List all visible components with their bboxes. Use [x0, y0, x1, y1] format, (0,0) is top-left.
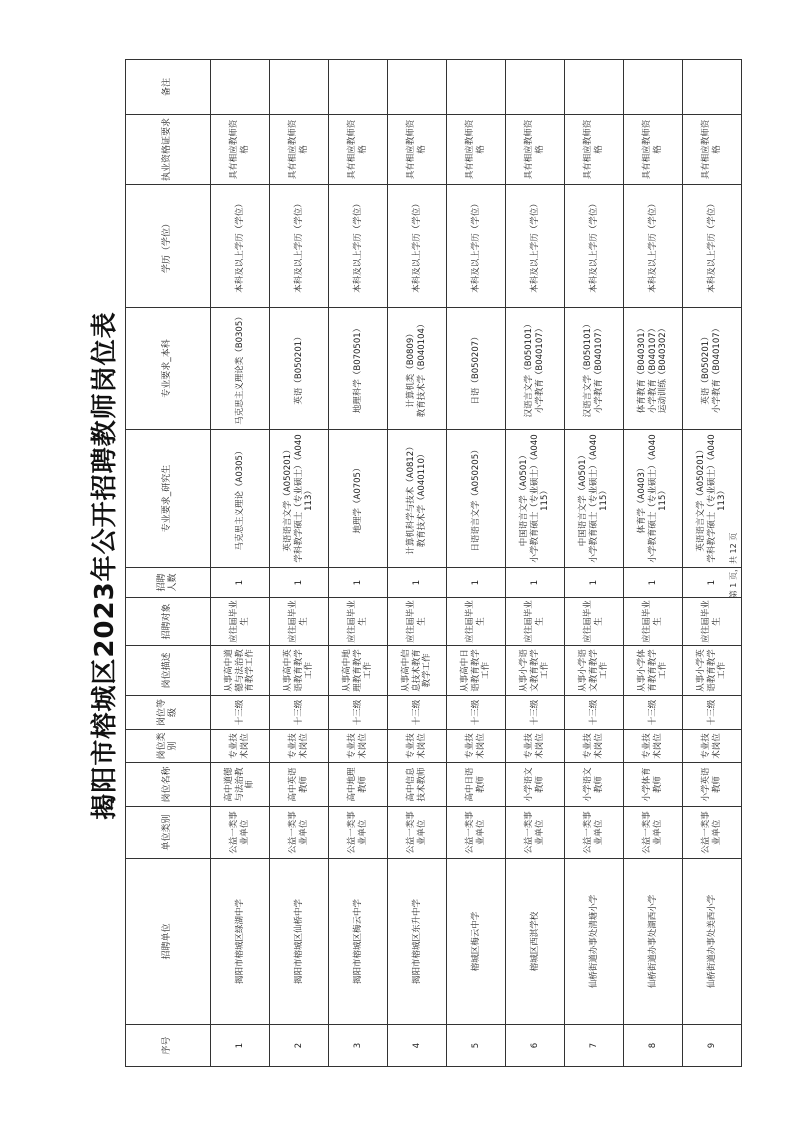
- cell-col-education: 本科及以上学历（学位）: [270, 185, 329, 308]
- cell-col-employer: 榕城区西淇学校: [506, 859, 565, 1025]
- header-col-position-level: 岗位等级: [126, 696, 211, 730]
- cell-col-position-type: 专业技术岗位: [506, 730, 565, 763]
- cell-col-position-desc: 从事高中信息技术教育教学工作: [388, 646, 447, 696]
- cell-col-count: 1: [624, 568, 683, 598]
- cell-col-count: 1: [388, 568, 447, 598]
- cell-col-target: 应往届毕业生: [624, 598, 683, 646]
- cell-col-remarks: [506, 60, 565, 115]
- cell-col-position-level: 十三级: [565, 696, 624, 730]
- cell-col-position-desc: 从事高中日语教育教学工作: [447, 646, 506, 696]
- cell-col-position-desc: 从事小学体育教育教学工作: [624, 646, 683, 696]
- cell-col-unit-type: 公益一类事业单位: [683, 807, 742, 859]
- cell-col-major-grad: 体育学（A0403） 小学教育硕士（专业硕士）（A040115）: [624, 430, 683, 568]
- header-col-remarks: 备注: [126, 60, 211, 115]
- cell-col-certificate: 具有相应教师资格: [211, 115, 270, 185]
- table-row: [506, 60, 565, 1067]
- page-number: 第 1 页，共 12 页: [729, 532, 738, 599]
- header-col-position-name: 岗位名称: [126, 763, 211, 807]
- cell-col-target: 应往届毕业生: [565, 598, 624, 646]
- cell-col-unit-type: 公益一类事业单位: [506, 807, 565, 859]
- header-col-count: 招聘人数: [126, 568, 211, 598]
- cell-col-unit-type: 公益一类事业单位: [624, 807, 683, 859]
- cell-col-count: 1: [211, 568, 270, 598]
- cell-col-certificate: 具有相应教师资格: [388, 115, 447, 185]
- cell-col-position-desc: 从事高中道德与法治教育教学工作: [211, 646, 270, 696]
- cell-col-unit-type: 公益一类事业单位: [329, 807, 388, 859]
- cell-col-position-desc: 从事小学语文教育教学工作: [506, 646, 565, 696]
- cell-col-certificate: 具有相应教师资格: [270, 115, 329, 185]
- cell-col-position-name: 小学语文教师: [506, 763, 565, 807]
- cell-col-education: 本科及以上学历（学位）: [211, 185, 270, 308]
- cell-col-position-desc: 从事小学英语教育教学工作: [683, 646, 742, 696]
- cell-col-remarks: [270, 60, 329, 115]
- header-col-index: 序号: [126, 1025, 211, 1067]
- cell-col-index: 1: [211, 1025, 270, 1067]
- cell-col-remarks: [211, 60, 270, 115]
- cell-col-index: 7: [565, 1025, 624, 1067]
- cell-col-position-type: 专业技术岗位: [270, 730, 329, 763]
- cell-col-remarks: [388, 60, 447, 115]
- cell-col-major-grad: 英语语言文学（A050201） 学科教学硕士（专业硕士）（A040113）: [270, 430, 329, 568]
- document-title: 揭阳市榕城区2023年公开招聘教师岗位表: [90, 311, 120, 820]
- cell-col-position-name: 高中道德与法治教师: [211, 763, 270, 807]
- cell-col-count: 1: [447, 568, 506, 598]
- cell-col-certificate: 具有相应教师资格: [447, 115, 506, 185]
- table-row: [388, 60, 447, 1067]
- cell-col-employer: 仙桥街道办事处美西小学: [683, 859, 742, 1025]
- cell-col-position-type: 专业技术岗位: [565, 730, 624, 763]
- cell-col-index: 9: [683, 1025, 742, 1067]
- cell-col-certificate: 具有相应教师资格: [506, 115, 565, 185]
- table-header: [126, 60, 211, 1067]
- cell-col-unit-type: 公益一类事业单位: [270, 807, 329, 859]
- cell-col-major-undergrad: 日语（B050207）: [447, 308, 506, 430]
- cell-col-position-name: 高中日语教师: [447, 763, 506, 807]
- cell-col-position-type: 专业技术岗位: [447, 730, 506, 763]
- cell-col-education: 本科及以上学历（学位）: [506, 185, 565, 308]
- cell-col-unit-type: 公益一类事业单位: [388, 807, 447, 859]
- cell-col-major-undergrad: 地理科学（B070501）: [329, 308, 388, 430]
- cell-col-remarks: [329, 60, 388, 115]
- cell-col-position-type: 专业技术岗位: [211, 730, 270, 763]
- cell-col-employer: 仙桥街道办事处清塘小学: [565, 859, 624, 1025]
- cell-col-unit-type: 公益一类事业单位: [211, 807, 270, 859]
- cell-col-employer: 揭阳市榕城区梅云中学: [329, 859, 388, 1025]
- table-body: [211, 60, 742, 1067]
- cell-col-index: 4: [388, 1025, 447, 1067]
- cell-col-target: 应往届毕业生: [329, 598, 388, 646]
- cell-col-employer: 仙桥街道办事处湖西小学: [624, 859, 683, 1025]
- cell-col-major-grad: 地理学（A0705）: [329, 430, 388, 568]
- cell-col-education: 本科及以上学历（学位）: [565, 185, 624, 308]
- cell-col-employer: 揭阳市榕城区东升中学: [388, 859, 447, 1025]
- header-col-unit-type: 单位类别: [126, 807, 211, 859]
- table-row: [270, 60, 329, 1067]
- header-col-employer: 招聘单位: [126, 859, 211, 1025]
- cell-col-education: 本科及以上学历（学位）: [329, 185, 388, 308]
- cell-col-index: 2: [270, 1025, 329, 1067]
- cell-col-position-desc: 从事高中地理教育教学工作: [329, 646, 388, 696]
- cell-col-target: 应往届毕业生: [211, 598, 270, 646]
- cell-col-education: 本科及以上学历（学位）: [447, 185, 506, 308]
- cell-col-unit-type: 公益一类事业单位: [565, 807, 624, 859]
- cell-col-position-level: 十三级: [683, 696, 742, 730]
- cell-col-position-type: 专业技术岗位: [329, 730, 388, 763]
- cell-col-major-undergrad: 马克思主义理论类（B0305）: [211, 308, 270, 430]
- cell-col-employer: 揭阳市榕城区仙桥中学: [270, 859, 329, 1025]
- cell-col-major-undergrad: 体育教育（B040301） 小学教育（B040107） 运动训练（B040302）: [624, 308, 683, 430]
- cell-col-target: 应往届毕业生: [388, 598, 447, 646]
- header-col-target: 招聘对象: [126, 598, 211, 646]
- cell-col-certificate: 具有相应教师资格: [624, 115, 683, 185]
- table-row: [211, 60, 270, 1067]
- job-positions-table: [125, 59, 742, 1067]
- cell-col-position-type: 专业技术岗位: [624, 730, 683, 763]
- cell-col-unit-type: 公益一类事业单位: [447, 807, 506, 859]
- cell-col-count: 1: [329, 568, 388, 598]
- cell-col-major-undergrad: 英语（B050201）: [270, 308, 329, 430]
- cell-col-certificate: 具有相应教师资格: [683, 115, 742, 185]
- header-col-major-grad: 专业要求_研究生: [126, 430, 211, 568]
- table-row: [565, 60, 624, 1067]
- cell-col-major-grad: 中国语言文学（A0501） 小学教育硕士（专业硕士）（A040115）: [506, 430, 565, 568]
- cell-col-target: 应往届毕业生: [506, 598, 565, 646]
- cell-col-position-level: 十三级: [624, 696, 683, 730]
- header-col-position-desc: 岗位描述: [126, 646, 211, 696]
- cell-col-position-level: 十三级: [447, 696, 506, 730]
- header-row: [126, 60, 211, 1067]
- cell-col-count: 1: [506, 568, 565, 598]
- cell-col-position-type: 专业技术岗位: [683, 730, 742, 763]
- header-col-education: 学历（学位）: [126, 185, 211, 308]
- cell-col-position-level: 十三级: [506, 696, 565, 730]
- cell-col-position-type: 专业技术岗位: [388, 730, 447, 763]
- header-col-certificate: 执业资格证要求: [126, 115, 211, 185]
- cell-col-position-name: 小学英语教师: [683, 763, 742, 807]
- cell-col-education: 本科及以上学历（学位）: [624, 185, 683, 308]
- cell-col-position-desc: 从事高中英语教育教学工作: [270, 646, 329, 696]
- cell-col-position-level: 十三级: [388, 696, 447, 730]
- cell-col-position-name: 高中信息技术教师: [388, 763, 447, 807]
- cell-col-target: 应往届毕业生: [270, 598, 329, 646]
- table-row: [447, 60, 506, 1067]
- cell-col-index: 5: [447, 1025, 506, 1067]
- cell-col-major-undergrad: 汉语言文学（B050101） 小学教育（B040107）: [565, 308, 624, 430]
- cell-col-major-grad: 英语语言文学（A050201） 学科教学硕士（专业硕士）（A040113）: [683, 430, 742, 568]
- cell-col-target: 应往届毕业生: [447, 598, 506, 646]
- cell-col-position-name: 高中英语教师: [270, 763, 329, 807]
- cell-col-major-grad: 马克思主义理论（A0305）: [211, 430, 270, 568]
- cell-col-major-grad: 计算机科学与技术（A0812） 教育技术学（A040110）: [388, 430, 447, 568]
- cell-col-major-undergrad: 计算机类（B0809） 教育技术学（B040104）: [388, 308, 447, 430]
- cell-col-employer: 榕城区梅云中学: [447, 859, 506, 1025]
- cell-col-position-level: 十三级: [211, 696, 270, 730]
- cell-col-certificate: 具有相应教师资格: [329, 115, 388, 185]
- cell-col-position-name: 小学语文教师: [565, 763, 624, 807]
- cell-col-target: 应往届毕业生: [683, 598, 742, 646]
- header-col-major-undergrad: 专业要求_本科: [126, 308, 211, 430]
- cell-col-position-level: 十三级: [270, 696, 329, 730]
- cell-col-index: 3: [329, 1025, 388, 1067]
- table-row: [624, 60, 683, 1067]
- cell-col-certificate: 具有相应教师资格: [565, 115, 624, 185]
- cell-col-remarks: [565, 60, 624, 115]
- cell-col-count: 1: [270, 568, 329, 598]
- cell-col-education: 本科及以上学历（学位）: [683, 185, 742, 308]
- cell-col-major-grad: 中国语言文学（A0501） 小学教育硕士（专业硕士）（A040115）: [565, 430, 624, 568]
- cell-col-count: 1: [565, 568, 624, 598]
- cell-col-position-level: 十三级: [329, 696, 388, 730]
- cell-col-major-undergrad: 汉语言文学（B050101） 小学教育（B040107）: [506, 308, 565, 430]
- cell-col-position-desc: 从事小学语文教育教学工作: [565, 646, 624, 696]
- cell-col-employer: 揭阳市榕城区绿湖中学: [211, 859, 270, 1025]
- cell-col-position-name: 小学体育教师: [624, 763, 683, 807]
- header-col-position-type: 岗位类别: [126, 730, 211, 763]
- cell-col-count: 1: [683, 568, 742, 598]
- cell-col-education: 本科及以上学历（学位）: [388, 185, 447, 308]
- cell-col-major-undergrad: 英语（B050201） 小学教育（B040107）: [683, 308, 742, 430]
- cell-col-major-grad: 日语语言文学（A050205）: [447, 430, 506, 568]
- table-row: [329, 60, 388, 1067]
- cell-col-remarks: [624, 60, 683, 115]
- cell-col-index: 8: [624, 1025, 683, 1067]
- cell-col-index: 6: [506, 1025, 565, 1067]
- cell-col-remarks: [447, 60, 506, 115]
- cell-col-position-name: 高中地理教师: [329, 763, 388, 807]
